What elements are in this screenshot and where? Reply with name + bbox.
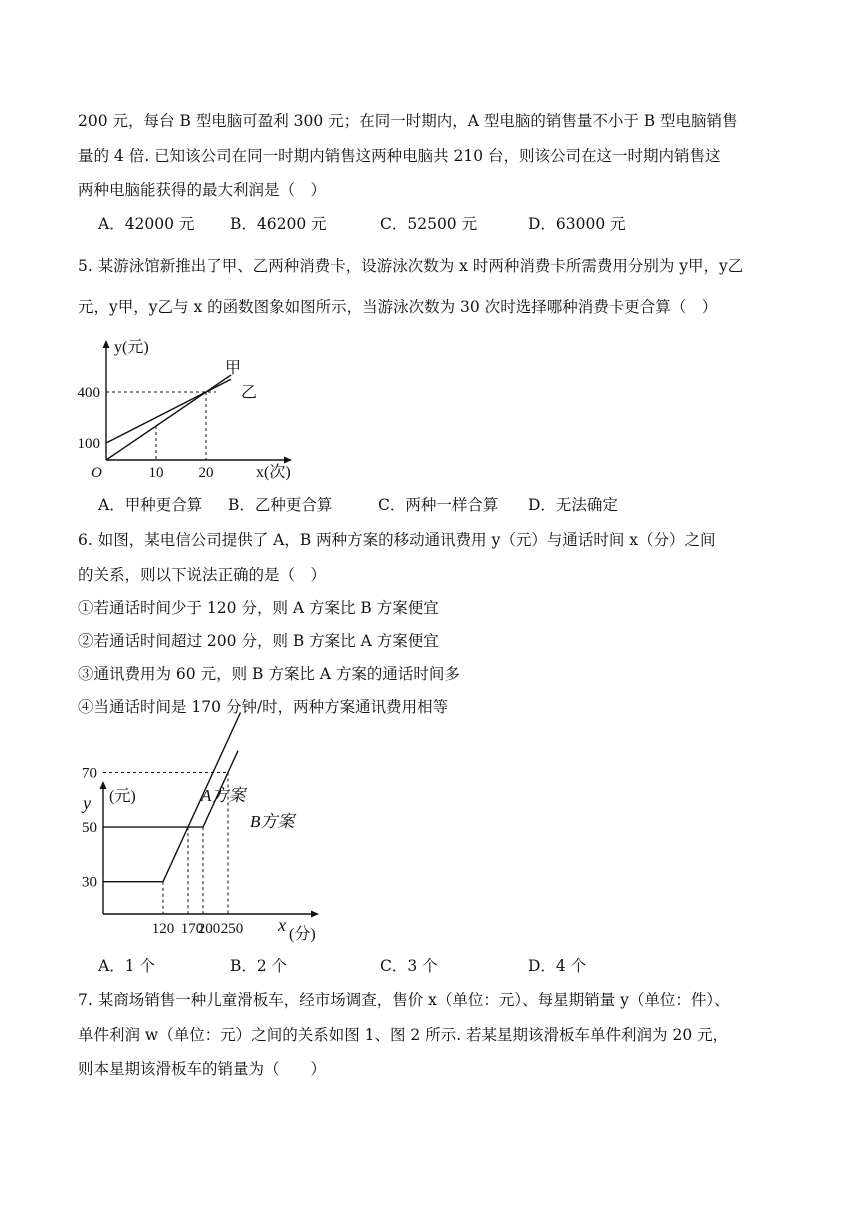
q6-statement-4: ④当通话时间是 170 分钟/时，两种方案通讯费用相等 [78,698,449,716]
series-label-jia: 甲 [225,360,242,377]
y-axis-label: y [83,793,91,813]
x-axis-label: x [278,915,286,935]
q5-chart-axes [103,340,293,464]
q7-line-3: 则本星期该滑板车的销量为（ ） [78,1060,327,1078]
q4-option-b[interactable]: B．46200 元 [230,215,327,233]
x-tick-170: 170 [180,921,204,937]
q4-line-3: 两种电脑能获得的最大利润是（ ） [78,181,327,199]
y-tick-400: 400 [77,385,100,401]
q4-line-2: 量的 4 倍. 已知该公司在同一时期内销售这两种电脑共 210 台，则该公司在这一时期内销售这 [78,147,721,165]
q4-option-c[interactable]: C．52500 元 [380,215,478,233]
x-tick-20: 20 [198,465,214,481]
x-tick-250: 250 [220,921,244,937]
origin-label: O [91,465,102,481]
x-axis-arrow [284,457,292,464]
series-label-yi: 乙 [241,384,258,402]
q4-line-1: 200 元，每台 B 型电脑可盈利 300 元；在同一时期内，A 型电脑的销售量不小于 B 型电脑销售 [78,112,738,130]
q6-option-c[interactable]: C．3 个 [380,957,438,975]
q5-chart [70,330,310,480]
q6-chart [75,765,335,950]
series-line-1 [106,375,231,460]
q5-line-1: 5. 某游泳馆新推出了甲、乙两种消费卡，设游泳次数为 x 时两种消费卡所需费用分别为 y甲，y乙 [78,257,744,275]
q7-line-2: 单件利润 w（单位：元）之间的关系如图 1、图 2 所示. 若某星期该滑板车单件利润为 20 元， [78,1026,729,1044]
q6-option-b[interactable]: B．2 个 [230,957,288,975]
q6-statement-3: ③通讯费用为 60 元，则 B 方案比 A 方案的通话时间多 [78,665,460,683]
x-tick-120: 120 [151,921,175,937]
q4-option-a[interactable]: A．42000 元 [98,215,195,233]
series-label-a: A方案 [201,786,246,805]
y-tick-30: 30 [82,874,97,891]
q5-chart-lines [106,375,231,460]
y-axis-unit: (元) [109,788,136,805]
x-tick-200: 200 [197,921,221,937]
q5-option-b[interactable]: B．乙种更合算 [228,496,333,514]
y-axis-arrow [100,781,107,789]
y-tick-70: 70 [82,765,97,782]
q6-line-2: 的关系，则以下说法正确的是（ ） [78,566,327,584]
q6-line-1: 6. 如图，某电信公司提供了 A，B 两种方案的移动通讯费用 y（元）与通话时间 x（分）之间 [78,531,716,549]
q4-option-d[interactable]: D．63000 元 [528,215,626,233]
q5-line-2: 元，y甲，y乙与 x 的函数图象如图所示，当游泳次数为 30 次时选择哪种消费卡更合算（ ） [78,298,718,316]
x-axis-unit: (分) [289,926,316,943]
series-label-b: B方案 [250,812,295,831]
x-axis-arrow [311,911,319,918]
q5-option-c[interactable]: C．两种一样合算 [378,496,499,514]
q6-option-d[interactable]: D．4 个 [528,957,587,975]
q6-statement-2: ②若通话时间超过 200 分，则 B 方案比 A 方案便宜 [78,632,439,650]
x-tick-10: 10 [148,465,164,481]
q5-option-a[interactable]: A．甲种更合算 [98,496,203,514]
q5-chart-guides [106,392,216,460]
q6-chart-labels [81,766,316,944]
y-tick-100: 100 [77,436,100,452]
y-axis-label: y(元) [114,339,149,356]
q6-statement-1: ①若通话时间少于 120 分，则 A 方案比 B 方案便宜 [78,599,439,617]
x-axis-label: x(次) [256,464,291,481]
y-axis-arrow [103,340,110,348]
q5-option-d[interactable]: D．无法确定 [528,496,618,514]
q6-option-a[interactable]: A．1 个 [98,957,155,975]
y-tick-50: 50 [82,820,97,837]
series-line-2 [106,379,231,443]
q7-line-1: 7. 某商场销售一种儿童滑板车，经市场调查，售价 x（单位：元）、每星期销量 y（单位：件）、 [78,991,730,1009]
